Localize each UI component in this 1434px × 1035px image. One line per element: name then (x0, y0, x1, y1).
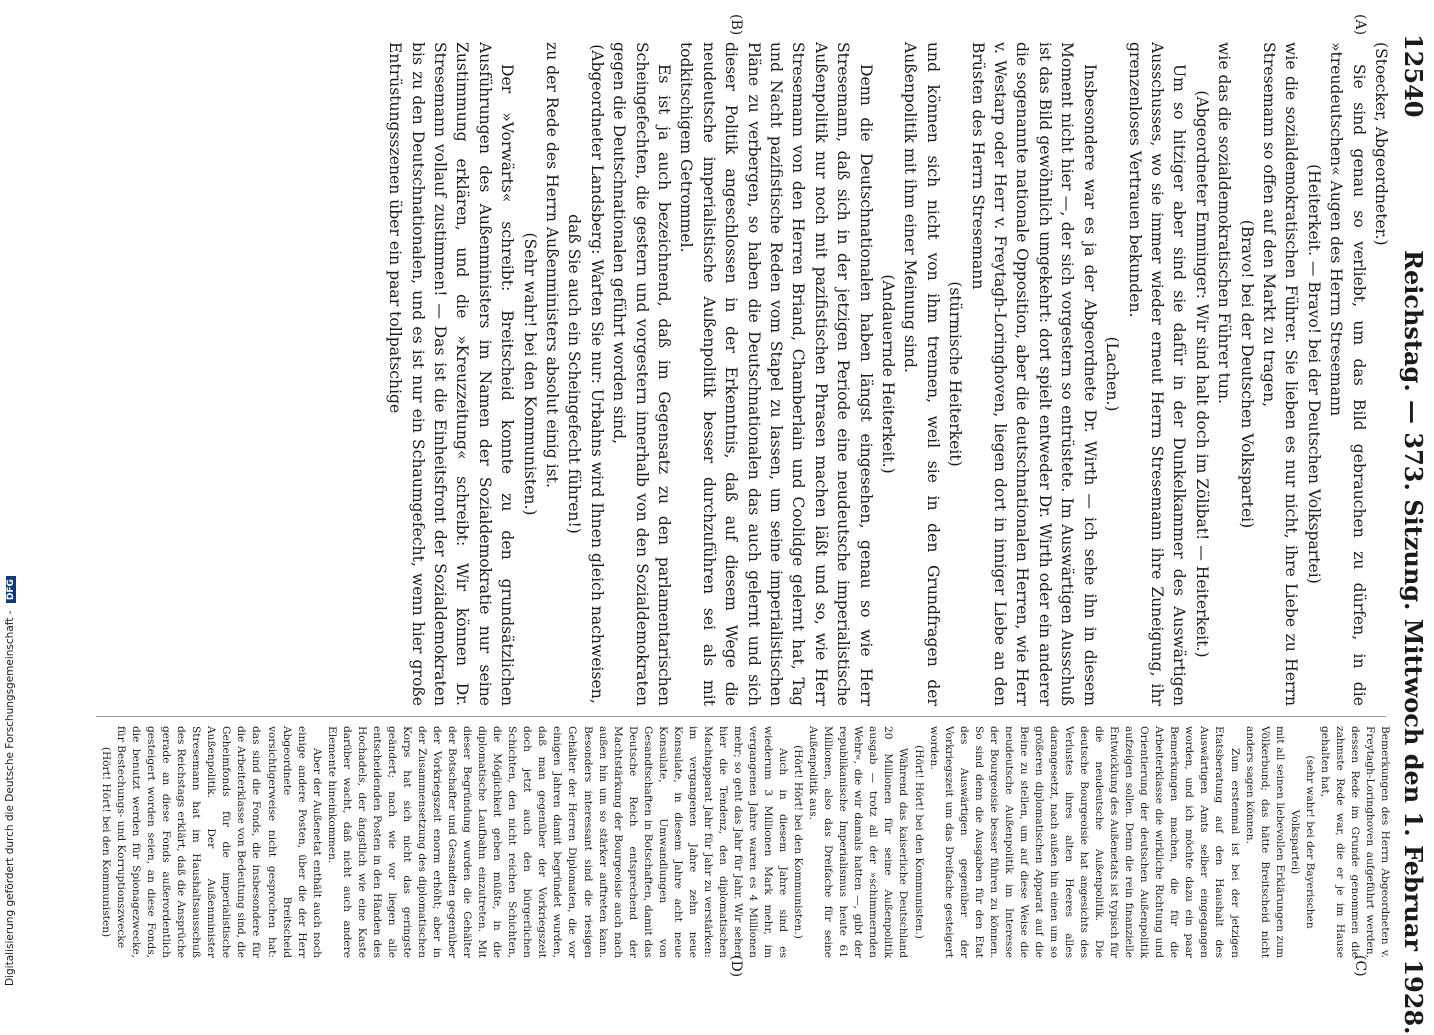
interjection: (Hört! Hört! bei den Kommunisten) (100, 746, 113, 938)
paragraph: Der »Vorwärts« schreibt: Breitscheid konnte zu den grundsätzlichen Ausführungen des Außenministers im Namen der Sozialdemokratie nur seine Zustimmung erklären, und die »Kreuzzeitung« schreibt: Wir können Dr. Stresemann vollauf zustimmen! — Das ist die Einheitsfront der Sozialdemokraten bis zu den Deutschnationalen, und es ist nur ein Schaumgefecht, wenn hier große Entrüstungsszenen über ein paar tollpatschige (386, 42, 517, 706)
margin-mark-a: (A) (1352, 14, 1368, 36)
paragraph: mit all seinen liebevollen Erklärungen zum Völkerbund; das hätte Breitscheid nicht anders sagen können. (1243, 726, 1286, 958)
interjection: (sehr wahr! bei der Bayerischen Volkspartei) (1288, 755, 1316, 929)
interjection: (Hört! Hört! bei den Kommunisten.) (912, 745, 925, 939)
credit-text: Digitalisierung gefördert durch die Deutsche Forschungsgemeinschaft - (4, 610, 16, 986)
paragraph: Während das kaiserliche Deutschland 20 Millionen für seine Außenpolitik ausgab — trotz all der »schimmernden Wehr«, die wir damals hatten —, gibt der republikanische Imperialismus heute 61 Millionen, also das Dreifache für seine Außenpolitik aus. (807, 726, 910, 958)
paragraph: wie das die sozialdemokratischen Führer tun. (1215, 42, 1234, 404)
paragraph: Zum erstenmal ist bei der jetzigen Etatsberatung auf den Haushalt des Auswärtigen Amts selber eingegangen worden, und ich möchte dazu ein paar Bemerkungen machen, die für die Arbeiterklasse die wirkliche Richtung und Orientierung der deutschen Außenpolitik aufzeigen sollen. Denn die rein finanzielle Entwicklung des Außenetats ist typisch für die neudeutsche Außenpolitik. Die deutsche Bourgeoisie hat angesichts des Verlustes ihres alten Heeres alles darangesetzt, nach außen hin einen um so größeren diplomatischen Apparat auf die Beine zu stellen, um auf diese Weise die neudeutsche Außenpolitik im Interesse der Bourgeoisie besser führen zu können. So sind denn die Ausgaben für den Etat des Auswärtigen gegenüber der Vorkriegszeit um das Dreifache gesteigert worden. (927, 726, 1241, 958)
margin-mark-d: (D) (728, 955, 744, 978)
interjection: (Andauernde Heiterkeit.) (879, 274, 898, 474)
margin-mark-c: (C) (1352, 955, 1368, 977)
page-title: Reichstag. — 373. Sitzung. Mittwoch den 1. Februar 1928. (1399, 250, 1428, 1035)
paragraph: Aber der Außenetat enthält auch noch einige andere Posten, über die der Herr Abgeordnete Breitscheid vorsichtigerweise nicht gesprochen hat: das sind die Fonds, die insbesondere für die Arbeiterklasse von Bedeutung sind, die Geheimfonds für die imperialistische Außenpolitik. Der Außenminister Stresemann hat im Haushaltsausschuß des Reichstags erklärt, daß die Ansprüche gerade an diese Fonds außerordentlich gesteigert worden seien, an diese Fonds, die benutzt werden für Spionagezwecke, für Bestechungs- und Korruptionszwecke (115, 726, 323, 958)
paragraph: und können sich nicht von ihm trennen, weil sie in den Grundfragen der Außenpolitik mit ihm einer Meinung sind. (901, 42, 942, 706)
margin-mark-b: (B) (728, 14, 744, 36)
paragraph: Es ist ja auch bezeichnend, daß im Gegensatz zu den parlamentarischen Scheingefechten, die gestern und vorgestern innerhalb von den Sozialdemokraten gegen die Deutschnationalen geführt worden sind, (610, 42, 673, 706)
paragraph: Auch in diesem Jahre sind es wiederum 3 Millionen Mark mehr, im vergangenen Jahre waren es 4 Millionen mehr; so geht das Jahr für Jahr. Wir sehen hier die Tendenz, den diplomatischen Machtapparat Jahr für Jahr zu verstärken: im vergangenen Jahre zehn neue Konsulate, in diesem Jahre acht neue Konsulate, Umwandlungen von Gesandtschaften in Botschaften, damit das Deutsche Reich entsprechend der Machtstärkung der Bourgeoisie auch nach außen hin um so stärker auftreten kann. Besonders interessant sind die riesigen Gehälter der Herren Diplomaten, die vor einigen Jahren damit begründet wurden, daß man gegenüber der Vorkriegszeit doch jetzt auch den bürgerlichen Schichten, den nicht reichen Schichten, die Möglichkeit geben müßte, in die diplomatische Laufbahn einzutreten. Mit dieser Begründung wurden die Gehälter der Botschafter und Gesandten gegenüber der Vorkriegszeit enorm erhöht; aber in der Zusammensetzung des diplomatischen Korps hat sich nicht das geringste geändert; nach wie vor liegen alle entscheidenden Posten in den Händen des Hochadels, der ängstlich wie eine Kaste darüber wacht, daß nicht auch andere Elemente hineinkommen. (325, 726, 790, 958)
interjection: (Abgeordneter Emminger: Wir sind halt doch im Zölibat! — Heiterkeit.) (1192, 90, 1211, 658)
paragraph: Um so hitziger aber sind sie dafür in der Dunkelkammer des Auswärtigen Ausschusses, wo sie immer wieder erneut Herrn Stresemann ihre Zuneigung, ihr grenzenloses Vertrauen bekunden. (1125, 42, 1189, 706)
paragraph: (Stoecker, Abgeordneter.) (1372, 42, 1390, 246)
column-divider (96, 716, 1386, 717)
page-number: 12540 (1399, 34, 1428, 118)
dfg-logo: DFG (6, 576, 16, 603)
interjection: (Abgeordneter Landsberg: Warten Sie nur: Urbahns wird Ihnen gleich nachweisen, daß Sie auch ein Scheingefecht führen!) (565, 44, 606, 704)
paragraph: Denn die Deutschnationalen haben längst eingesehen, genau so wie Herr Stresemann, daß sich in der jetzigen Periode eine neudeutsche imperialistische Außenpolitik nur noch mit pazifistischen Phrasen machen läßt und so, wie Herr Stresemann von den Herren Briand, Chamberlain und Coolidge gelernt hat, Tag und Nacht pazifistische Reden vom Stapel zu lassen, um seine imperialistischen Pläne zu verbergen, so haben die Deutschnationalen das auch gelernt und sich dieser Politik angeschlossen in der Erkenntnis, daß auf diesem Wege die neudeutsche imperialistische Außenpolitik besser durchzuführen sei als mit todkitschigem Getrommel. (677, 42, 875, 706)
interjection: (stürmische Heiterkeit) (946, 281, 965, 467)
paragraph: Bemerkungen des Herrn Abgeordneten v. Freytagh-Loringhoven aufgeführt werden, dessen Rede im Grunde genommen die zahmste Rede war, die er je im Hause gehalten hat, (1318, 726, 1391, 958)
interjection: (Lachen.) (1103, 336, 1122, 412)
interjection: (Bravo! bei der Deutschen Volkspartei) (1237, 219, 1256, 529)
right-column (98, 726, 1392, 958)
left-column (384, 42, 1392, 706)
interjection: (Sehr wahr! bei den Kommunisten.) (520, 232, 539, 516)
interjection: (Hört! Hört! bei den Kommunisten.) (792, 745, 805, 939)
interjection: (Heiterkeit. — Bravo! bei der Deutschen Volkspartei) (1304, 164, 1323, 584)
paragraph: Sie sind genau so verliebt, um das Bild gebrauchen zu dürfen, in die »treudeutschen« Augen des Herrn Stresemann (1327, 42, 1368, 706)
paragraph: wie die sozialdemokratischen Führer. Sie lieben es nur nicht, ihre Liebe zu Herrn Stresemann so offen auf den Markt zu tragen, (1259, 42, 1301, 706)
paragraph: Insbesondere war es ja der Abgeordnete Dr. Wirth — ich sehe ihn in diesem Moment nicht hier —, der sich vorgestern so entrüstete. Im Auswärtigen Ausschuß ist das Bild gewöhnlich umgekehrt: dort spielt entweder Dr. Wirth oder ein anderer die sogenannte nationale Opposition, aber die deutschnationalen Herren, wie Herr v. Westarp oder Herr v. Freytagh-Loringhoven, liegen dort in inniger Liebe an den Brüsten des Herrn Stresemann (968, 42, 1099, 706)
paragraph: zu der Rede des Herrn Außenministers absolut einig ist. (542, 42, 561, 488)
digitization-credit (4, 0, 24, 986)
